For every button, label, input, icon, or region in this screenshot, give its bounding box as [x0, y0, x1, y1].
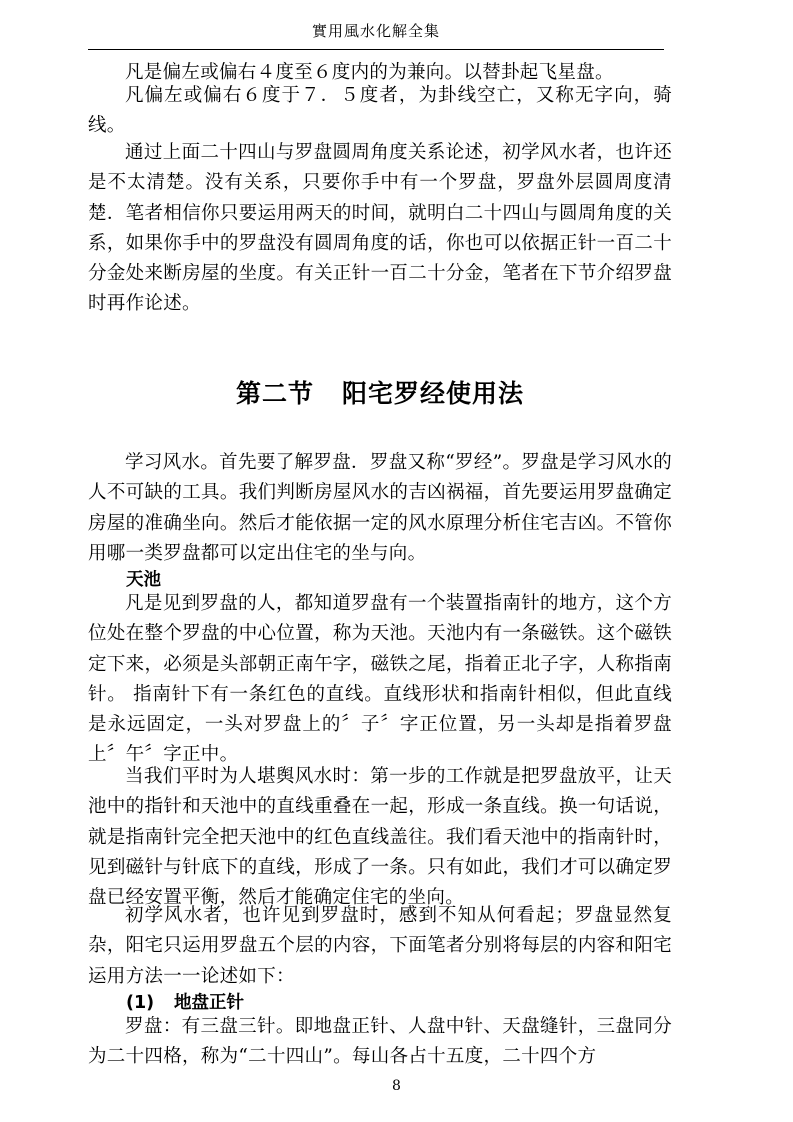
paragraph: 凡是见到罗盘的人，都知道罗盘有一个装置指南针的地方，这个方位处在整个罗盘的中心位置，称为天池。天池内有一条磁铁。这个磁铁定下来，必须是头部朝正南午字，磁铁之尾，指着正北子字，人称指南针。 指南针下有一条红色的直线。直线形状和指南针相似，但此直线是永远固定，一头对罗盘上的〞子〞字正位置，另一头却是指着罗盘上〞午〞字正中。 — [88, 593, 672, 766]
subheading-tianchi: 天池 — [126, 570, 161, 590]
subheading-dipan — [126, 989, 244, 1014]
subheading-number: (1) — [126, 993, 155, 1013]
section-title — [88, 374, 672, 410]
running-header: 實用風水化解全集 — [311, 22, 440, 40]
paragraph: 学习风水。首先要了解罗盘．罗盘又称“罗经”。罗盘是学习风水的人不可缺的工具。我们判断房屋风水的吉凶祸福，首先要运用罗盘确定房屋的准确坐向。然后才能依据一定的风水原理分析住宅吉凶。不管你用哪一类罗盘都可以定出住宅的坐与向。 — [88, 452, 672, 564]
subheading-label: 地盘正针 — [174, 993, 244, 1013]
header-divider — [88, 49, 664, 50]
paragraph: 凡偏左或偏右６度于７．５度者，为卦线空亡，又称无字向，骑线。 — [88, 85, 672, 137]
page-number: 8 — [392, 1078, 401, 1094]
paragraph: 通过上面二十四山与罗盘圆周角度关系论述，初学风水者，也许还是不太清楚。没有关系，只要你手中有一个罗盘，罗盘外层圆周度清楚．笔者相信你只要运用两天的时间，就明白二十四山与圆周角度的关系，如果你手中的罗盘没有圆周角度的话，你也可以依据正针一百二十分金处来断房屋的坐度。有关正针一百二十分金，笔者在下节介绍罗盘时再作论述。 — [88, 142, 672, 315]
paragraph: 罗盘：有三盘三针。即地盘正针、人盘中针、天盘缝针，三盘同分为二十四格，称为“二十四山”。每山各占十五度，二十四个方 — [88, 1016, 672, 1068]
paragraph: 初学风水者，也许见到罗盘时，感到不知从何看起；罗盘显然复杂，阳宅只运用罗盘五个层的内容，下面笔者分别将每层的内容和阳宅运用方法一一论述如下： — [88, 905, 672, 987]
section-number: 第二节 — [235, 379, 314, 408]
paragraph: 凡是偏左或偏右４度至６度内的为兼向。以替卦起飞星盘。 — [125, 62, 614, 83]
section-heading: 阳宅罗经使用法 — [342, 379, 525, 408]
paragraph: 当我们平时为人堪舆风水时：第一步的工作就是把罗盘放平，让天池中的指针和天池中的直线重叠在一起，形成一条直线。换一句话说，就是指南针完全把天池中的红色直线盖往。我们看天池中的指南针时，见到磁针与针底下的直线，形成了一条。只有如此，我们才可以确定罗盘已经安置平衡，然后才能确定住宅的坐向。 — [88, 766, 672, 909]
